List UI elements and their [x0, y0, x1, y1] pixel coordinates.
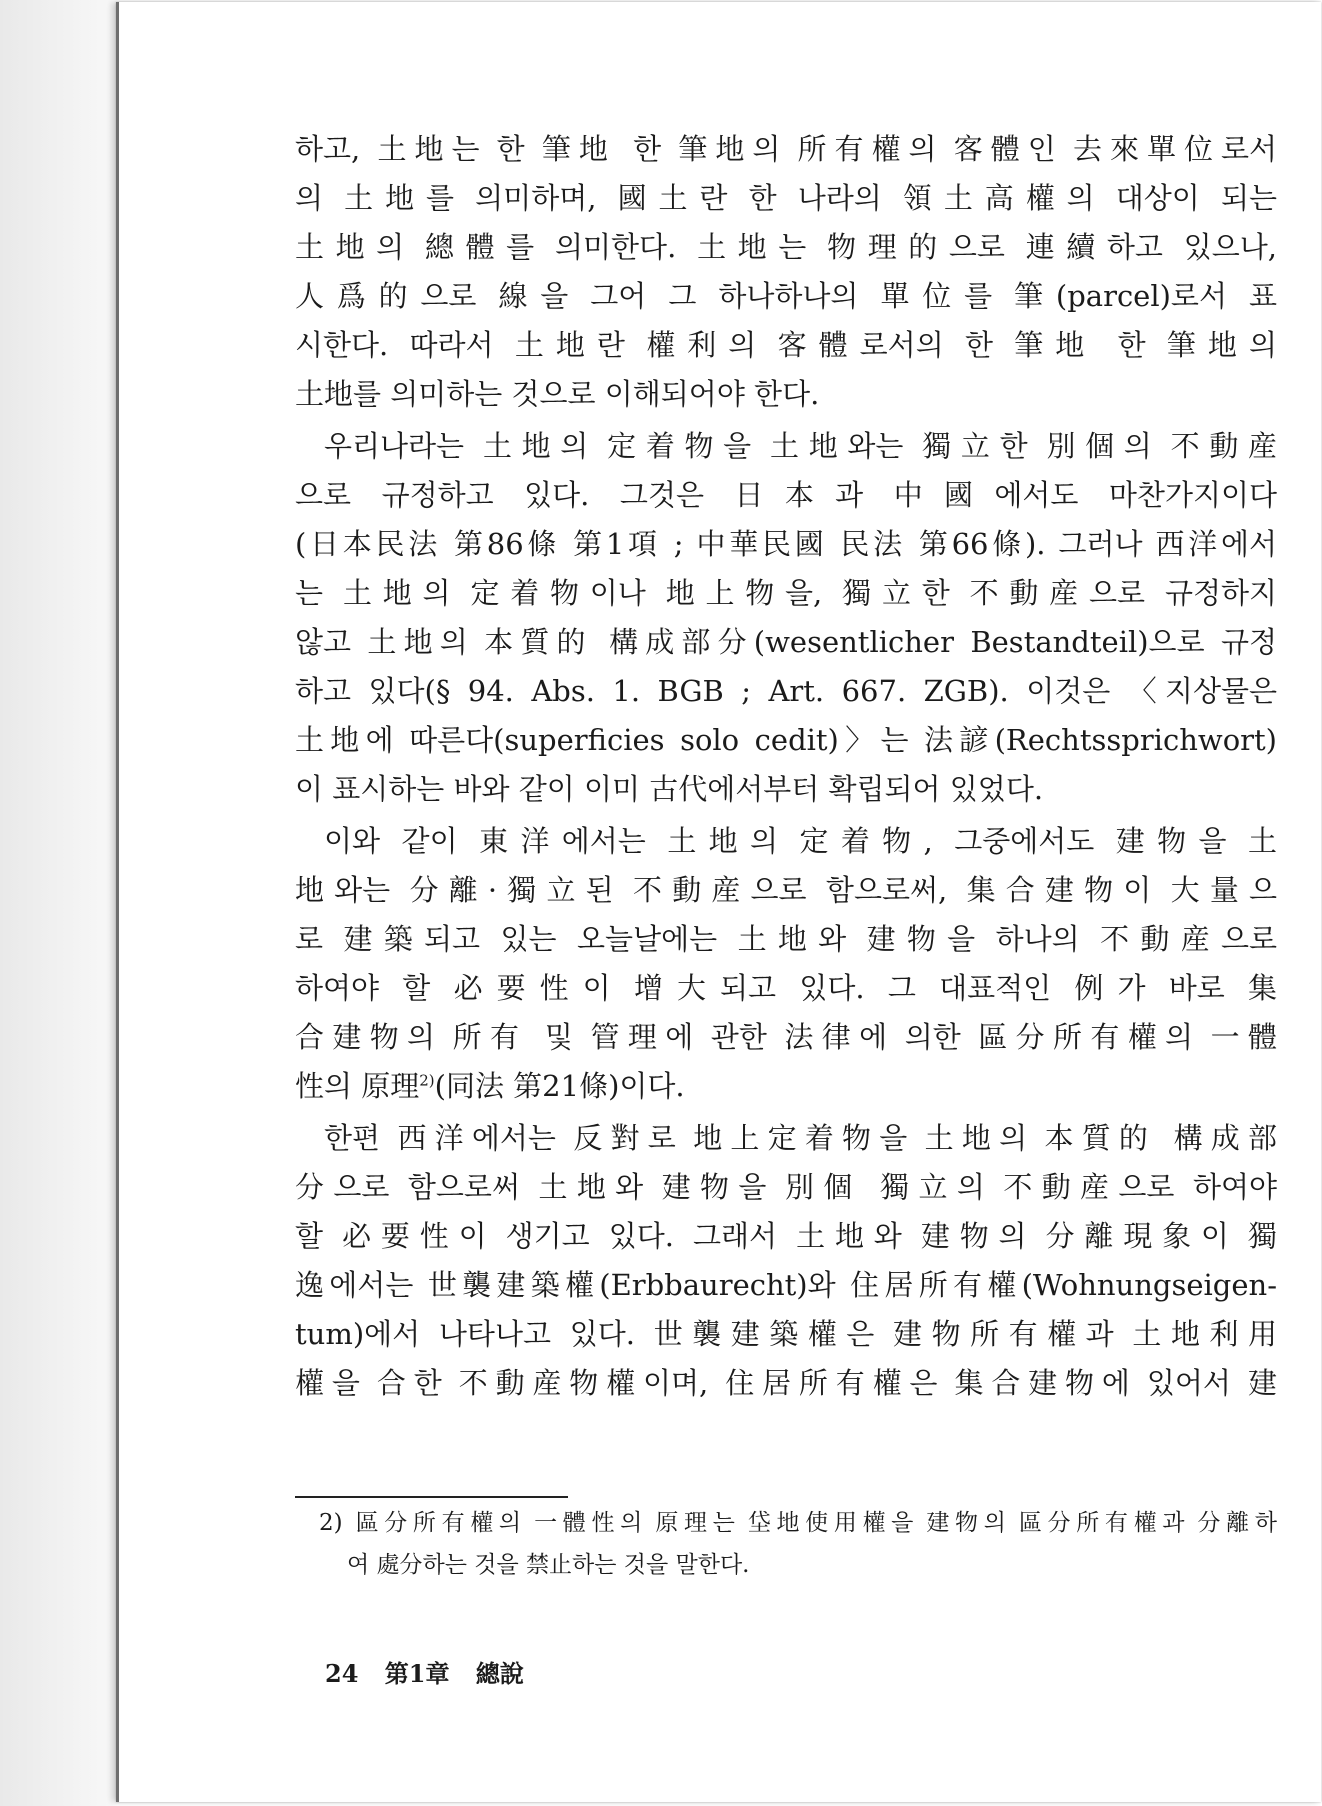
footnote-divider — [295, 1496, 568, 1498]
body-line-text: (同法 第21條)이다. — [434, 1069, 685, 1103]
body-line: 로 建築되고 있는 오늘날에는 土地와 建物을 하나의 不動産으로 — [295, 922, 1277, 956]
body-line: tum)에서 나타나고 있다. 世襲建築權은 建物所有權과 土地利用 — [295, 1317, 1277, 1351]
body-line: 合建物의 所有 및 管理에 관한 法律에 의한 區分所有權의 一體 — [295, 1020, 1277, 1054]
body-line: 우리나라는 土地의 定着物을 土地와는 獨立한 別個의 不動産 — [324, 429, 1277, 463]
footnote-ref: 2) — [419, 1071, 435, 1090]
body-line: 하고, 土地는 한 筆地 한 筆地의 所有權의 客體인 去來單位로서 — [295, 132, 1277, 166]
body-line: 逸에서는 世襲建築權(Erbbaurecht)와 住居所有權(Wohnungseigen- — [295, 1268, 1277, 1302]
body-line-text: 性의 原理 — [295, 1069, 420, 1103]
chapter-label: 第1章 — [384, 1659, 450, 1688]
body-line: 權을 合한 不動産物權이며, 住居所有權은 集合建物에 있어서 建 — [295, 1366, 1277, 1400]
body-line: 하여야 할 必要性이 增大되고 있다. 그 대표적인 例가 바로 集 — [295, 971, 1277, 1005]
chapter-title: 總說 — [475, 1659, 524, 1688]
body-line: 이 표시하는 바와 같이 이미 古代에서부터 확립되어 있었다. — [295, 772, 1044, 806]
document-page — [116, 2, 1321, 1802]
body-line: 地와는 分離·獨立된 不動産으로 함으로써, 集合建物이 大量으 — [295, 873, 1277, 907]
footnote — [319, 1502, 1277, 1586]
body-line: 人爲的으로 線을 그어 그 하나하나의 單位를 筆(parcel)로서 표 — [295, 279, 1277, 313]
footnote-line: 여 處分하는 것을 禁止하는 것을 말한다. — [347, 1552, 750, 1578]
body-line: 의 土地를 의미하며, 國土란 한 나라의 領土高權의 대상이 되는 — [295, 181, 1277, 215]
body-text — [295, 125, 1277, 1408]
body-line: 는 土地의 定着物이나 地上物을, 獨立한 不動産으로 규정하지 — [295, 576, 1277, 610]
body-line: 할 必要性이 생기고 있다. 그래서 土地와 建物의 分離現象이 獨 — [295, 1219, 1277, 1253]
body-line: 土地를 의미하는 것으로 이해되어야 한다. — [295, 377, 820, 411]
body-line — [295, 1062, 1277, 1111]
footnote-line: 2) 區分所有權의 一體性의 原理는 垈地使用權을 建物의 區分所有權과 分離하 — [319, 1510, 1277, 1536]
body-line: 한편 西洋에서는 反對로 地上定着物을 土地의 本質的 構成部 — [324, 1121, 1277, 1155]
page-footer — [325, 1654, 542, 1689]
body-line: 않고 土地의 本質的 構成部分(wesentlicher Bestandteil)으로 규정 — [295, 625, 1277, 659]
body-line: (日本民法 第86條 第1項 ; 中華民國 民法 第66條). 그러나 西洋에서 — [295, 527, 1277, 561]
page-number: 24 — [325, 1659, 359, 1688]
body-line: 하고 있다(§ 94. Abs. 1. BGB ; Art. 667. ZGB). 이것은 〈지상물은 — [295, 674, 1277, 708]
body-line: 分으로 함으로써 土地와 建物을 別個 獨立의 不動産으로 하여야 — [295, 1170, 1277, 1204]
body-line: 으로 규정하고 있다. 그것은 日本과 中國에서도 마찬가지이다 — [295, 478, 1277, 512]
body-line: 이와 같이 東洋에서는 土地의 定着物, 그중에서도 建物을 土 — [324, 824, 1277, 858]
body-line: 시한다. 따라서 土地란 權利의 客體로서의 한 筆地 한 筆地의 — [295, 328, 1277, 362]
body-line: 土地의 總體를 의미한다. 土地는 物理的으로 連續하고 있으나, — [295, 230, 1277, 264]
body-line: 土地에 따른다(superficies solo cedit)〉는 法諺(Rechtssprichwort) — [295, 723, 1277, 757]
